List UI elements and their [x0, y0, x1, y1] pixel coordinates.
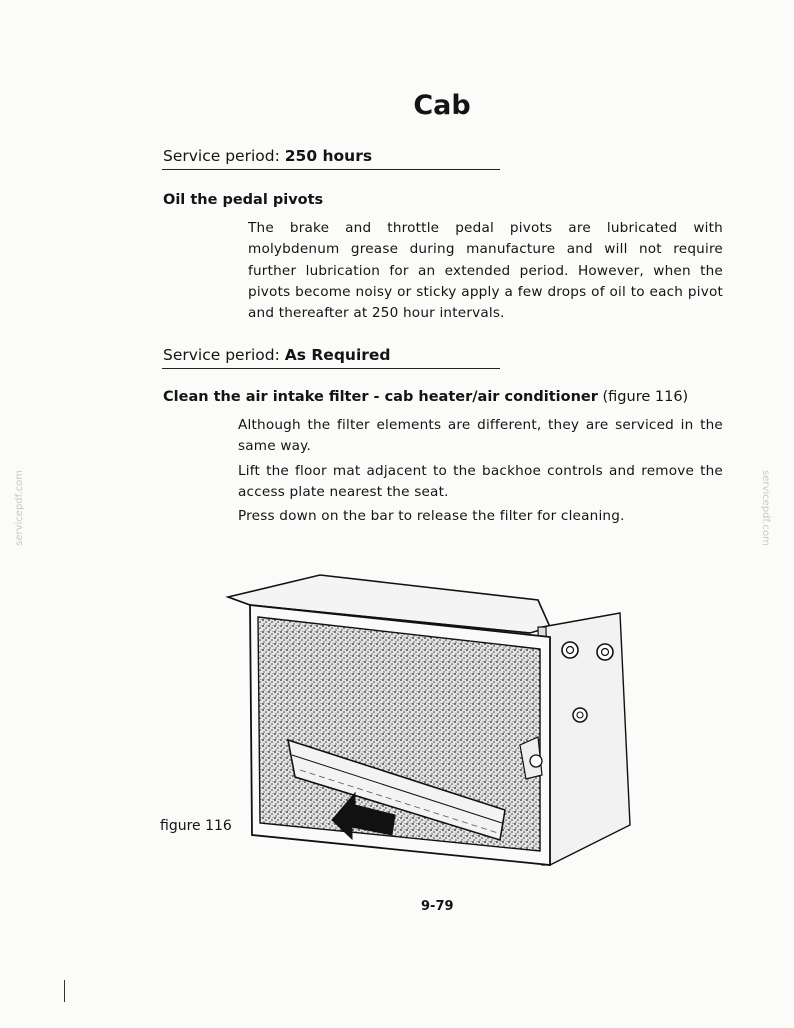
service-period-label: Service period: — [163, 147, 280, 165]
page-title: Cab — [413, 90, 471, 121]
page-number: 9-79 — [421, 899, 454, 914]
watermark-left: servicepdf.com — [14, 470, 25, 546]
scan-mark — [64, 980, 65, 1002]
paragraph-pedal-pivots: The brake and throttle pedal pivots are lubricated with molybdenum grease during manufacture and will not require further lubrication for an extended period. However, when the pivots become noisy or sticky apply a few drops of oil to each pivot and thereafter at 250 hour intervals. — [248, 220, 723, 322]
figure-116-illustration — [220, 565, 640, 875]
heading-oil-pedal-pivots: Oil the pedal pivots — [163, 192, 324, 208]
section-divider — [162, 368, 500, 369]
paragraph: Lift the floor mat adjacent to the backhoe controls and remove the access plate nearest the seat. — [238, 462, 723, 500]
heading-air-intake-filter — [163, 389, 688, 405]
service-period-as-required — [163, 346, 391, 364]
watermark-right: servicepdf.com — [760, 470, 771, 546]
paragraph: Press down on the bar to release the filter for cleaning. — [238, 508, 625, 525]
service-period-label: Service period: — [163, 346, 280, 364]
service-period-value: 250 hours — [284, 147, 373, 165]
paragraph: Although the filter elements are different, they are serviced in the same way. — [238, 417, 723, 455]
service-period-value: As Required — [284, 346, 391, 364]
service-period-250 — [163, 147, 372, 165]
filter-instructions — [238, 415, 723, 530]
figure-caption: figure 116 — [160, 818, 232, 834]
section-divider — [162, 169, 500, 170]
heading-figure-ref: (figure 116) — [602, 389, 689, 405]
heading-text: Clean the air intake filter - cab heater/air conditioner — [163, 389, 598, 405]
